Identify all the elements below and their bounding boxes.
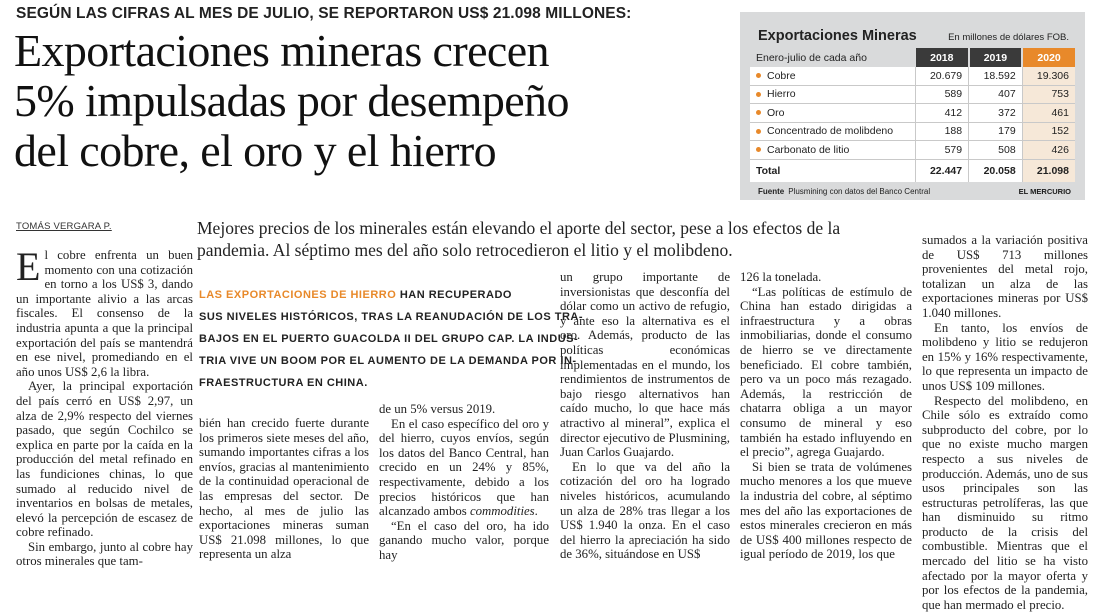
- table-row: [750, 122, 1075, 141]
- bullet-icon: [756, 110, 761, 115]
- body-column-2: [199, 416, 369, 562]
- body-paragraph: “Las políticas de estímulo de China han estado dirigidas a infraestructura y a obras inmobiliarias, donde el consumo de hierro se ve directamente beneficiado. El cobre también, pero va un poco más rezagado. Además, la restricción de chatarra obliga a un mayor consumo de mineral y eso también ha estado influyendo en el precio”, agrega Guajardo.: [740, 284, 912, 460]
- year-2020-header: 2020: [1022, 48, 1075, 67]
- body-paragraph: sumados a la variación positiva de US$ 713 millones provenientes del metal rojo, totalizan un alza de las exportaciones mineras por US$ 1.040 millones.: [922, 233, 1088, 320]
- drop-cap: E: [16, 244, 41, 289]
- cell-value: 579: [915, 141, 969, 160]
- cell-value: 508: [969, 141, 1023, 160]
- exports-table-box: [740, 12, 1085, 200]
- row-label: Oro: [750, 104, 915, 123]
- row-label: Carbonato de litio: [750, 141, 915, 160]
- author-byline: TOMÁS VERGARA P.: [16, 221, 112, 232]
- exports-table: [750, 48, 1075, 182]
- body-column-3: [379, 402, 549, 563]
- table-units: En millones de dólares FOB.: [948, 32, 1069, 43]
- body-column-6: [922, 233, 1088, 612]
- bullet-icon: [756, 92, 761, 97]
- body-column-5: [740, 270, 912, 562]
- bullet-icon: [756, 73, 761, 78]
- cell-value: 407: [969, 85, 1023, 104]
- cell-value: 589: [915, 85, 969, 104]
- headline: [14, 26, 734, 176]
- headline-line-1: Exportaciones mineras crecen: [14, 25, 549, 76]
- row-label: Hierro: [750, 85, 915, 104]
- body-paragraph: En lo que va del año la cotización del oro ha logrado niveles históricos, acumulando un alza de 28% tras llegar a los US$ 1.940 la onza. En el caso del hierro la apreciación ha sido de 36%, situándose en US$: [560, 459, 730, 562]
- cell-value: 753: [1022, 85, 1075, 104]
- body-paragraph: de un 5% versus 2019.: [379, 402, 496, 416]
- cell-value: 372: [969, 104, 1023, 123]
- headline-line-2: 5% impulsadas por desempeño: [14, 75, 569, 126]
- body-paragraph: un grupo importante de inversionistas que desconfía del dólar como un activo de refugio, y ante eso la alternativa es el oro. Además, producto de las políticas económicas implementadas en el mundo, los rendimientos de instrumentos de bajo riesgo alternativos han caído mucho, lo que hace más atractivo al mineral”, explica el director ejecutivo de Plusmining, Juan Carlos Guajardo.: [560, 270, 730, 460]
- body-column-4: [560, 270, 730, 562]
- body-paragraph: “En el caso del oro, ha ido ganando mucho valor, porque hay: [379, 518, 549, 562]
- cell-value: 461: [1022, 104, 1075, 123]
- cell-value: 188: [915, 122, 969, 141]
- total-row: [750, 159, 1075, 182]
- table-row: [750, 141, 1075, 160]
- year-2018-header: 2018: [915, 48, 969, 67]
- total-2020: 21.098: [1022, 159, 1075, 182]
- lede: Mejores precios de los minerales están elevando el aporte del sector, pese a los efectos de la pandemia. Al séptimo mes del año solo retrocedieron el litio y el molibdeno.: [197, 218, 841, 260]
- cell-value: 152: [1022, 122, 1075, 141]
- table-header: [750, 18, 1075, 48]
- body-paragraph: Respecto del molibdeno, en Chile sólo es extraído como subproducto del cobre, por lo que no existe mucho margen respecto a sus niveles de producción. Además, uno de sus usos principales son las estructuras petrolíferas, las que han disminuido su ritmo producto de la crisis del combustible. Mientras que el mercado del litio se ha visto afectado por la mayor oferta y por los efectos de la pandemia, que han mermado el precio.: [922, 393, 1088, 612]
- cell-value: 179: [969, 122, 1023, 141]
- table-row: [750, 67, 1075, 85]
- table-title: Exportaciones Mineras: [758, 28, 917, 44]
- total-2019: 20.058: [969, 159, 1023, 182]
- total-label: Total: [750, 159, 915, 182]
- cell-value: 412: [915, 104, 969, 123]
- headline-line-3: del cobre, el oro y el hierro: [14, 125, 496, 176]
- pull-quote-highlight: LAS EXPORTACIONES DE HIERRO: [199, 289, 397, 301]
- body-column-1: [16, 244, 193, 569]
- bullet-icon: [756, 129, 761, 134]
- body-paragraph: Sin embargo, junto al cobre hay otros minerales que tam-: [16, 539, 193, 569]
- cell-value: 426: [1022, 141, 1075, 160]
- year-2019-header: 2019: [969, 48, 1023, 67]
- body-paragraph: Si bien se trata de volúmenes mucho menores a los que mueve la industria del cobre, al séptimo mes del año las exportaciones de estos minerales crecieron en más de US$ 400 millones respecto de igual período de 2019, los que: [740, 459, 912, 562]
- table-source: Fuente Plusmining con datos del Banco Central: [758, 186, 931, 196]
- body-paragraph: El cobre enfrenta un buen momento con una cotización en torno a los US$ 3, dando un importante alivio a las arcas fiscales. El consenso de la industria apunta a que la principal exportación del país se mantendrá en ese nivel, promediando en el año unos US$ 2,6 la libra.: [16, 244, 193, 379]
- pull-quote: LAS EXPORTACIONES DE HIERRO HAN RECUPERADO SUS NIVELES HISTÓRICOS, TRAS LA REANUDACIÓN DE LOS TRA- BAJOS EN EL PUERTO GUACOLDA II DEL GRUPO CAP. LA INDUS- TRIA VIVE UN BOOM POR EL AUMENTO DE LA DEMANDA POR IN- FRAESTRUCTURA EN CHINA.: [199, 289, 584, 389]
- table-row: [750, 104, 1075, 123]
- body-paragraph: Ayer, la principal exportación del país cerró en US$ 2,97, un alza de 2,9% respecto del viernes pasado, que según Cochilco se explica en parte por la caída en la producción del metal refinado en las fundiciones chinas, lo que sumado al reducido nivel de inventarios en bolsas de metales, elevó la percepción de escasez de cobre refinado.: [16, 379, 193, 540]
- body-paragraph: bién han crecido fuerte durante los primeros siete meses del año, sumando importantes cifras a los envíos, gracias al mantenimiento de la continuidad operacional de las empresas del sector. De hecho, al mes de julio las exportaciones mineras suman US$ 21.098 millones, lo que representa un alza: [199, 416, 369, 562]
- body-paragraph: En el caso específico del oro y del hierro, cuyos envíos, según los datos del Banco Central, han crecido en un 24% y 85%, respectivamente, debido a los precios históricos que han alcanzado ambos commodities.: [379, 416, 549, 519]
- row-label: Cobre: [750, 67, 915, 85]
- brand-logo: EL MERCURIO: [1018, 186, 1071, 196]
- table-footer: [750, 184, 1075, 200]
- row-header-label: Enero-julio de cada año: [750, 48, 915, 67]
- cell-value: 20.679: [915, 67, 969, 85]
- table-row: [750, 85, 1075, 104]
- row-label: Concentrado de molibdeno: [750, 122, 915, 141]
- cell-value: 19.306: [1022, 67, 1075, 85]
- cell-value: 18.592: [969, 67, 1023, 85]
- table-header-row: [750, 48, 1075, 67]
- bullet-icon: [756, 147, 761, 152]
- body-paragraph: En tanto, los envíos de molibdeno y litio se redujeron en 15% y 16% respectivamente, lo que representa un impacto de unos US$ 109 millones.: [922, 320, 1088, 393]
- total-2018: 22.447: [915, 159, 969, 182]
- kicker: SEGÚN LAS CIFRAS AL MES DE JULIO, SE REPORTARON US$ 21.098 MILLONES:: [16, 5, 632, 22]
- body-paragraph: 126 la tonelada.: [740, 270, 822, 284]
